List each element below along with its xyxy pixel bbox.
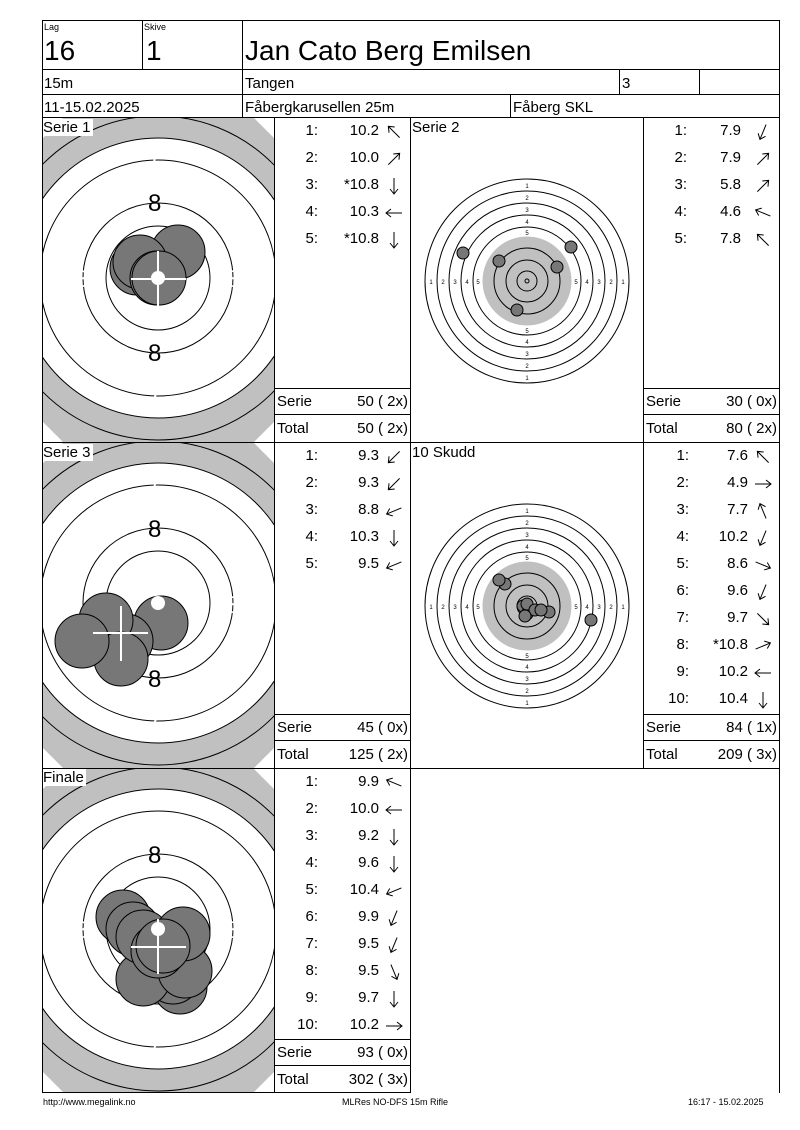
shot-row bbox=[644, 149, 774, 169]
skive-label: Skive bbox=[144, 22, 167, 32]
shot-score: 9.6 bbox=[727, 582, 748, 599]
shot-row bbox=[275, 1016, 405, 1036]
shot-number: 3: bbox=[305, 501, 318, 518]
direction-arrow-icon bbox=[753, 528, 773, 548]
shot-score: 9.3 bbox=[358, 447, 379, 464]
shot-score: 7.6 bbox=[727, 447, 748, 464]
shot-hole bbox=[551, 261, 563, 273]
ring-number: 1 bbox=[525, 376, 529, 382]
zoom-label-8-right: 8 bbox=[225, 266, 239, 293]
ring-number: 1 bbox=[429, 280, 433, 286]
direction-arrow-icon bbox=[384, 935, 404, 955]
ring-number: 1 bbox=[525, 701, 529, 707]
shot-number: 4: bbox=[305, 203, 318, 220]
shot-score: 10.2 bbox=[718, 663, 748, 680]
shot-hole bbox=[565, 241, 577, 253]
shot-number: 10: bbox=[668, 690, 689, 707]
ring-number: 3 bbox=[525, 533, 529, 539]
ring-number: 2 bbox=[441, 605, 445, 611]
finale-total-value: 302 ( 3x) bbox=[348, 1071, 408, 1088]
ten-serie-value: 84 ( 1x) bbox=[726, 719, 777, 736]
shot-score: 9.5 bbox=[358, 962, 379, 979]
ring-number: 2 bbox=[525, 364, 529, 370]
finale-serie-label: Serie bbox=[277, 1044, 313, 1061]
shot-row bbox=[275, 773, 405, 793]
distance: 15m bbox=[44, 75, 74, 92]
shot-number: 2: bbox=[305, 474, 318, 491]
s1-sum-line-top bbox=[274, 388, 411, 389]
shot-number: 7: bbox=[305, 935, 318, 952]
shot-row bbox=[275, 176, 405, 196]
shot-number: 9: bbox=[676, 663, 689, 680]
direction-arrow-icon bbox=[753, 447, 773, 467]
ring-number: 1 bbox=[525, 184, 529, 190]
ring-number: 4 bbox=[465, 280, 469, 286]
shot-score: 10.0 bbox=[349, 149, 379, 166]
shot-row bbox=[275, 149, 405, 169]
shot-row bbox=[644, 636, 774, 656]
shot-row bbox=[644, 230, 774, 250]
right-border bbox=[779, 20, 780, 1093]
ring-number: 3 bbox=[597, 605, 601, 611]
shot-score: 8.6 bbox=[727, 555, 748, 572]
serie1-title: Serie 1 bbox=[43, 119, 91, 136]
serie1-total-label: Total bbox=[277, 420, 309, 437]
shot-score: 9.3 bbox=[358, 474, 379, 491]
direction-arrow-icon bbox=[384, 447, 404, 467]
shot-number: 3: bbox=[676, 501, 689, 518]
serie3-title: Serie 3 bbox=[43, 444, 91, 461]
shot-number: 1: bbox=[674, 122, 687, 139]
s2-sum-line-top bbox=[643, 388, 780, 389]
shot-number: 5: bbox=[674, 230, 687, 247]
shot-number: 2: bbox=[676, 474, 689, 491]
shot-row bbox=[275, 555, 405, 575]
serie2-total-label: Total bbox=[646, 420, 678, 437]
shot-number: 2: bbox=[305, 149, 318, 166]
serie2-full-target bbox=[421, 175, 633, 387]
direction-arrow-icon bbox=[384, 881, 404, 901]
shot-score: 9.9 bbox=[358, 773, 379, 790]
serie3-serie-label: Serie bbox=[277, 719, 313, 736]
fin-sum-line-top bbox=[274, 1039, 411, 1040]
shot-hole bbox=[457, 247, 469, 259]
ring-number: 2 bbox=[609, 280, 613, 286]
header-top-border bbox=[42, 20, 780, 21]
shot-number: 5: bbox=[305, 555, 318, 572]
shot-number: 4: bbox=[674, 203, 687, 220]
event-name: Fåbergkarusellen 25m bbox=[245, 99, 395, 116]
shot-score: 10.3 bbox=[349, 203, 379, 220]
shot-score: 9.7 bbox=[358, 989, 379, 1006]
shot-score: 7.7 bbox=[727, 501, 748, 518]
serie3-total-label: Total bbox=[277, 746, 309, 763]
shot-row bbox=[644, 203, 774, 223]
ring-number: 5 bbox=[476, 605, 480, 611]
s3-label-8-top: 8 bbox=[148, 516, 162, 543]
ten-shot-title: 10 Skudd bbox=[412, 444, 476, 461]
shot-number: 1: bbox=[305, 773, 318, 790]
ring-number: 3 bbox=[453, 280, 457, 286]
zoom-label-8-bottom: 8 bbox=[148, 340, 162, 367]
direction-arrow-icon bbox=[753, 663, 773, 683]
ring-number: 1 bbox=[429, 605, 433, 611]
zoom-label-8-top: 8 bbox=[148, 190, 162, 217]
footer-timestamp: 16:17 - 15.02.2025 bbox=[688, 1097, 764, 1107]
shot-score: 9.5 bbox=[358, 555, 379, 572]
serie2-serie-value: 30 ( 0x) bbox=[726, 393, 777, 410]
shot-row bbox=[644, 690, 774, 710]
shot-score: 10.2 bbox=[718, 528, 748, 545]
serie3-serie-value: 45 ( 0x) bbox=[357, 719, 408, 736]
ten-sum-line-top bbox=[643, 714, 780, 715]
class-value: 3 bbox=[622, 75, 631, 92]
ring-number: 1 bbox=[525, 509, 529, 515]
shot-score: 7.9 bbox=[720, 122, 741, 139]
ring-number: 3 bbox=[525, 677, 529, 683]
bottom-border bbox=[42, 1092, 411, 1093]
ring-number: 5 bbox=[525, 329, 529, 335]
s3-label-8-right: 8 bbox=[225, 592, 239, 619]
s1-sum-line-mid bbox=[274, 414, 411, 415]
shot-number: 6: bbox=[305, 908, 318, 925]
shot-row bbox=[275, 908, 405, 928]
ring-number: 1 bbox=[621, 605, 625, 611]
ring-number: 4 bbox=[465, 605, 469, 611]
shot-row bbox=[644, 447, 774, 467]
finale-title: Finale bbox=[43, 769, 84, 786]
ring-number: 1 bbox=[621, 280, 625, 286]
direction-arrow-icon bbox=[753, 474, 773, 494]
ring-number: 5 bbox=[574, 605, 578, 611]
direction-arrow-icon bbox=[384, 122, 404, 142]
shot-score: 4.6 bbox=[720, 203, 741, 220]
shot-number: 4: bbox=[676, 528, 689, 545]
finale-total-label: Total bbox=[277, 1071, 309, 1088]
shot-row bbox=[644, 582, 774, 602]
shot-number: 4: bbox=[305, 528, 318, 545]
org-divider bbox=[510, 94, 511, 118]
fin-label-7-bottom: 7 bbox=[148, 1033, 162, 1060]
ten-sum-line-mid bbox=[643, 740, 780, 741]
shot-number: 1: bbox=[676, 447, 689, 464]
class-divider-right bbox=[699, 69, 700, 94]
ten-total-value: 209 ( 3x) bbox=[717, 746, 777, 763]
shot-row bbox=[275, 447, 405, 467]
ten-shot-full-target bbox=[421, 500, 633, 712]
class-divider-left bbox=[619, 69, 620, 94]
direction-arrow-icon bbox=[753, 636, 773, 656]
shot-number: 10: bbox=[297, 1016, 318, 1033]
shot-score: 9.2 bbox=[358, 827, 379, 844]
ring-number: 3 bbox=[453, 605, 457, 611]
lag-value: 16 bbox=[44, 35, 76, 66]
shot-row bbox=[275, 203, 405, 223]
shot-row bbox=[275, 935, 405, 955]
direction-arrow-icon bbox=[384, 962, 404, 982]
ring-number: 5 bbox=[525, 654, 529, 660]
direction-arrow-icon bbox=[384, 555, 404, 575]
s3-sum-line-top bbox=[274, 714, 411, 715]
direction-arrow-icon bbox=[753, 501, 773, 521]
direction-arrow-icon bbox=[753, 176, 773, 196]
finale-serie-value: 93 ( 0x) bbox=[357, 1044, 408, 1061]
ring-number: 3 bbox=[525, 208, 529, 214]
lag-label: Lag bbox=[44, 22, 60, 32]
direction-arrow-icon bbox=[753, 149, 773, 169]
shot-row bbox=[275, 230, 405, 250]
shot-score: 7.8 bbox=[720, 230, 741, 247]
direction-arrow-icon bbox=[384, 827, 404, 847]
shot-score: 10.0 bbox=[349, 800, 379, 817]
header-col-divider bbox=[242, 20, 243, 118]
skive-value: 1 bbox=[146, 35, 162, 66]
header-row2-border bbox=[42, 94, 780, 95]
shot-hole bbox=[535, 604, 547, 616]
shot-hole bbox=[493, 255, 505, 267]
direction-arrow-icon bbox=[384, 800, 404, 820]
zoom-label-7-bottom: 7 bbox=[148, 383, 162, 410]
ring-number: 4 bbox=[525, 340, 529, 346]
ring-number: 5 bbox=[525, 556, 529, 562]
shot-row bbox=[644, 474, 774, 494]
shot-number: 3: bbox=[674, 176, 687, 193]
zoom-label-7-top: 7 bbox=[148, 145, 162, 172]
ring-number: 2 bbox=[609, 605, 613, 611]
fin-sum-line-mid bbox=[274, 1065, 411, 1066]
shot-row bbox=[275, 827, 405, 847]
shot-score: 9.5 bbox=[358, 935, 379, 952]
shot-row bbox=[275, 800, 405, 820]
serie1-serie-value: 50 ( 2x) bbox=[357, 393, 408, 410]
shot-number: 2: bbox=[674, 149, 687, 166]
ring-number: 3 bbox=[597, 280, 601, 286]
shot-score: 5.8 bbox=[720, 176, 741, 193]
direction-arrow-icon bbox=[753, 230, 773, 250]
serie2-title: Serie 2 bbox=[412, 119, 460, 136]
shot-score: *10.8 bbox=[343, 176, 379, 193]
direction-arrow-icon bbox=[384, 989, 404, 1009]
shot-hole bbox=[511, 304, 523, 316]
direction-arrow-icon bbox=[384, 203, 404, 223]
shot-score: 10.2 bbox=[349, 122, 379, 139]
ring-number: 5 bbox=[525, 231, 529, 237]
footer-program: MLRes NO-DFS 15m Rifle bbox=[342, 1097, 449, 1107]
shot-number: 3: bbox=[305, 176, 318, 193]
shot-hole bbox=[519, 610, 531, 622]
direction-arrow-icon bbox=[753, 555, 773, 575]
shot-score: 9.9 bbox=[358, 908, 379, 925]
shot-hole bbox=[493, 574, 505, 586]
s3-label-8-bottom: 8 bbox=[148, 666, 162, 693]
shot-score: *10.8 bbox=[712, 636, 748, 653]
ring-number: 4 bbox=[585, 280, 589, 286]
s3-label-7-top: 7 bbox=[148, 471, 162, 498]
shot-row bbox=[275, 501, 405, 521]
ring-number: 5 bbox=[476, 280, 480, 286]
shot-row bbox=[644, 663, 774, 683]
organizer: Fåberg SKL bbox=[513, 99, 594, 116]
club-name: Tangen bbox=[245, 75, 295, 92]
shot-number: 3: bbox=[305, 827, 318, 844]
ring-number: 4 bbox=[525, 545, 529, 551]
shot-score: 9.6 bbox=[358, 854, 379, 871]
ring-number: 4 bbox=[525, 220, 529, 226]
shot-number: 5: bbox=[676, 555, 689, 572]
direction-arrow-icon bbox=[753, 609, 773, 629]
shot-score: 10.3 bbox=[349, 528, 379, 545]
serie1-serie-label: Serie bbox=[277, 393, 313, 410]
shot-row bbox=[275, 122, 405, 142]
direction-arrow-icon bbox=[384, 149, 404, 169]
shot-number: 7: bbox=[676, 609, 689, 626]
fin-label-8-right: 8 bbox=[225, 917, 239, 944]
header-row1-border bbox=[42, 69, 780, 70]
footer-url[interactable]: http://www.megalink.no bbox=[43, 1097, 136, 1107]
serie2-total-value: 80 ( 2x) bbox=[726, 420, 777, 437]
s3-sum-line-mid bbox=[274, 740, 411, 741]
shot-number: 5: bbox=[305, 881, 318, 898]
fin-label-8-top: 8 bbox=[148, 842, 162, 869]
event-date: 11-15.02.2025 bbox=[44, 99, 140, 116]
s2-sum-line-mid bbox=[643, 414, 780, 415]
shot-score: 4.9 bbox=[727, 474, 748, 491]
ring-number: 4 bbox=[585, 605, 589, 611]
direction-arrow-icon bbox=[753, 582, 773, 602]
shot-score: 10.4 bbox=[718, 690, 748, 707]
direction-arrow-icon bbox=[384, 1016, 404, 1036]
shot-score: 10.4 bbox=[349, 881, 379, 898]
shot-hole bbox=[585, 614, 597, 626]
ring-number: 2 bbox=[525, 689, 529, 695]
shot-number: 5: bbox=[305, 230, 318, 247]
serie2-serie-label: Serie bbox=[646, 393, 682, 410]
shot-number: 1: bbox=[305, 122, 318, 139]
shot-row bbox=[644, 501, 774, 521]
direction-arrow-icon bbox=[384, 528, 404, 548]
zoom-label-8-left: 8 bbox=[75, 266, 89, 293]
shot-row bbox=[644, 528, 774, 548]
shot-number: 4: bbox=[305, 854, 318, 871]
ring-number: 2 bbox=[441, 280, 445, 286]
shot-number: 8: bbox=[305, 962, 318, 979]
shot-score: 8.8 bbox=[358, 501, 379, 518]
direction-arrow-icon bbox=[384, 474, 404, 494]
shot-number: 1: bbox=[305, 447, 318, 464]
shot-row bbox=[275, 989, 405, 1009]
direction-arrow-icon bbox=[753, 122, 773, 142]
fin-label-8-left: 8 bbox=[75, 917, 89, 944]
serie3-total-value: 125 ( 2x) bbox=[348, 746, 408, 763]
shot-row bbox=[275, 474, 405, 494]
ten-serie-label: Serie bbox=[646, 719, 682, 736]
shot-row bbox=[275, 528, 405, 548]
shot-score: *10.8 bbox=[343, 230, 379, 247]
direction-arrow-icon bbox=[384, 230, 404, 250]
ring-number: 5 bbox=[574, 280, 578, 286]
shot-number: 8: bbox=[676, 636, 689, 653]
direction-arrow-icon bbox=[384, 176, 404, 196]
direction-arrow-icon bbox=[384, 773, 404, 793]
shot-row bbox=[644, 122, 774, 142]
direction-arrow-icon bbox=[384, 854, 404, 874]
shot-row bbox=[275, 962, 405, 982]
col-divider-b bbox=[410, 118, 411, 1093]
ring-number: 2 bbox=[525, 521, 529, 527]
shot-score: 7.9 bbox=[720, 149, 741, 166]
shot-row bbox=[275, 881, 405, 901]
shot-number: 2: bbox=[305, 800, 318, 817]
shot-number: 6: bbox=[676, 582, 689, 599]
shot-number: 9: bbox=[305, 989, 318, 1006]
shot-score: 9.7 bbox=[727, 609, 748, 626]
direction-arrow-icon bbox=[384, 501, 404, 521]
shot-score: 10.2 bbox=[349, 1016, 379, 1033]
lag-skive-divider bbox=[142, 20, 143, 69]
ring-number: 4 bbox=[525, 665, 529, 671]
ring-number: 3 bbox=[525, 352, 529, 358]
shot-row bbox=[644, 609, 774, 629]
ring-number: 2 bbox=[525, 196, 529, 202]
shooter-name: Jan Cato Berg Emilsen bbox=[245, 35, 532, 66]
direction-arrow-icon bbox=[753, 690, 773, 710]
shot-row bbox=[644, 176, 774, 196]
shot-row bbox=[644, 555, 774, 575]
direction-arrow-icon bbox=[753, 203, 773, 223]
ten-total-label: Total bbox=[646, 746, 678, 763]
serie1-total-value: 50 ( 2x) bbox=[357, 420, 408, 437]
s3-label-7-bottom: 7 bbox=[148, 708, 162, 735]
shot-row bbox=[275, 854, 405, 874]
direction-arrow-icon bbox=[384, 908, 404, 928]
